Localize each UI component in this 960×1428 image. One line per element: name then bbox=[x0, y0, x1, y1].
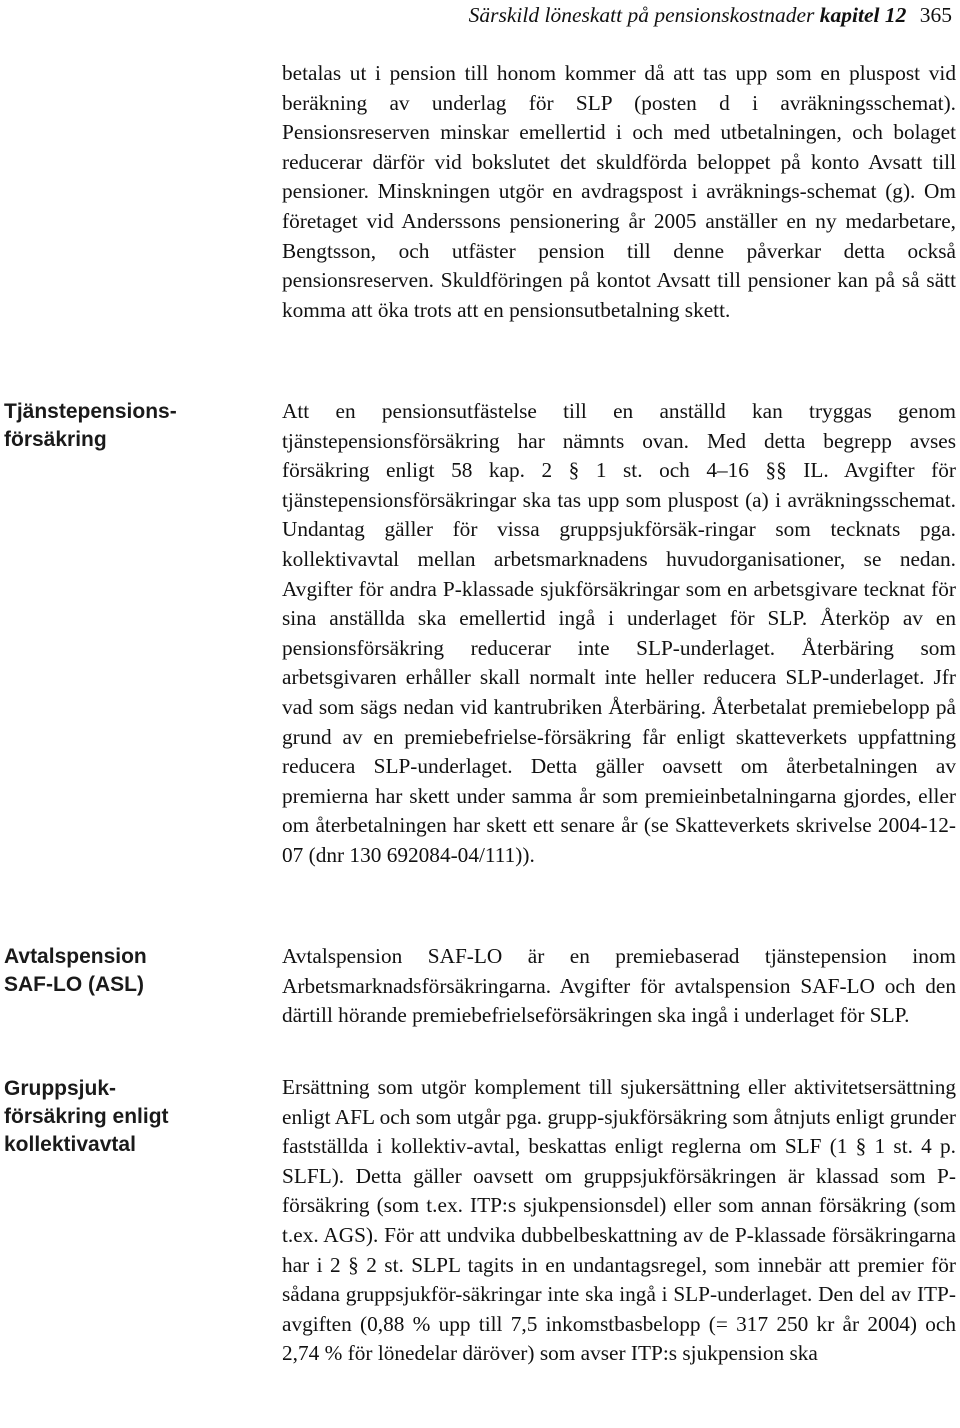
running-header bbox=[469, 2, 952, 28]
paragraph-intro bbox=[282, 59, 956, 325]
paragraph-gruppsjuk-text: Ersättning som utgör komplement till sjukersättning eller aktivitetsersättning enligt AFL och som utgår pga. grupp-sjukförsäkring som åtnjuts enligt grunder fastställda i kollektiv-avtal, beskattas enligt reglerna om SLF (1 § 1 st. 4 p. SLFL). Detta gäller oavsett om gruppsjukförsäkringen är klassad som P-försäkring (som t.ex. ITP:s sjukpensionsdel) eller som annan försäkring (som t.ex. AGS). För att undvika dubbelbeskattning av de P-klassade försäkringarna har i 2 § 2 st. SLPL tagits in en undantagsregel, som innebär att premier för sådana gruppsjukför-säkringar inte ska ingå i SLP-underlaget. Den del av ITP-avgiften (0,88 % upp till 7,5 inkomstbasbelopp (= 317 250 kr år 2004) och 2,74 % för lönedelar däröver) som avser ITP:s sjukpension ska bbox=[282, 1075, 956, 1366]
paragraph-avtalspension bbox=[282, 942, 956, 1031]
page-number: 365 bbox=[919, 3, 952, 27]
paragraph-gruppsjuk bbox=[282, 1073, 956, 1369]
paragraph-intro-text: betalas ut i pension till honom kommer då att tas upp som en pluspost vid beräkning av underlag för SLP (posten d i avräkningsschemat). Pensionsreserven minskar emellertid i och med utbetalningen, och bolaget reducerar därför vid bokslutet det skuldförda beloppet på konto Avsatt till pensioner. Minskningen utgör en avdragspost i avräknings-schemat (g). Om företaget vid Anderssons pensionering år 2005 anställer en ny medarbetare, Bengtsson, och utfäster pension till denne påverkar detta också pensionsreserven. Skuldföringen på kontot Avsatt till pensioner kan på så sätt komma att öka trots att en pensionsutbetalning skett. bbox=[282, 61, 956, 322]
margin-heading-avtalspension: Avtalspension SAF-LO (ASL) bbox=[4, 945, 147, 996]
paragraph-tjanstepension bbox=[282, 397, 956, 871]
running-title: Särskild löneskatt på pensionskostnader bbox=[468, 3, 815, 27]
margin-heading-gruppsjuk: Gruppsjuk- försäkring enligt kollektivavtal bbox=[4, 1077, 169, 1156]
chapter-label: kapitel 12 bbox=[819, 3, 907, 27]
paragraph-tjanstepension-text: Att en pensionsutfästelse till en anställd kan tryggas genom tjänstepensionsförsäkring har nämnts ovan. Med detta begrepp avses försäkring enligt 58 kap. 2 § 1 st. och 4–16 §§ IL. Avgifter för tjänstepensionsförsäkringar ska tas upp som pluspost (a) i avräkningsschemat. Undantag gäller för vissa gruppsjukförsäk-ringar som tecknats pga. kollektivavtal mellan arbetsmarknadens huvudorganisationer, se nedan. Avgifter för andra P-klassade sjukförsäkringar som en arbetsgivare tecknat för sina anställda ska emellertid ingå i underlaget för SLP. Återköp av en pensionsförsäkring reducerar inte SLP-underlaget. Återbäring som arbetsgivaren erhåller skall normalt inte heller reducera SLP-underlaget. Jfr vad som sägs nedan vid kantrubriken Återbäring. Återbetalat premiebelopp på grund av en premiebefrielse-försäkring får enligt skatteverkets uppfattning reducera SLP-underlaget. Detta gäller oavsett om återbetalningen av premierna har skett under samma år som premieinbetalningarna gjordes, eller om återbetalningen har skett ett senare år (se Skatteverkets skrivelse 2004-12-07 (dnr 130 692084-04/111)). bbox=[282, 399, 956, 867]
margin-heading-tjanstepension: Tjänstepensions- försäkring bbox=[4, 400, 177, 451]
paragraph-avtalspension-text: Avtalspension SAF-LO är en premiebaserad tjänstepension inom Arbetsmarknadsförsäkringarna. Avgifter för avtalspension SAF-LO och den därtill hörande premiebefrielseförsäkringen ska ingå i underlaget för SLP. bbox=[282, 944, 956, 1028]
